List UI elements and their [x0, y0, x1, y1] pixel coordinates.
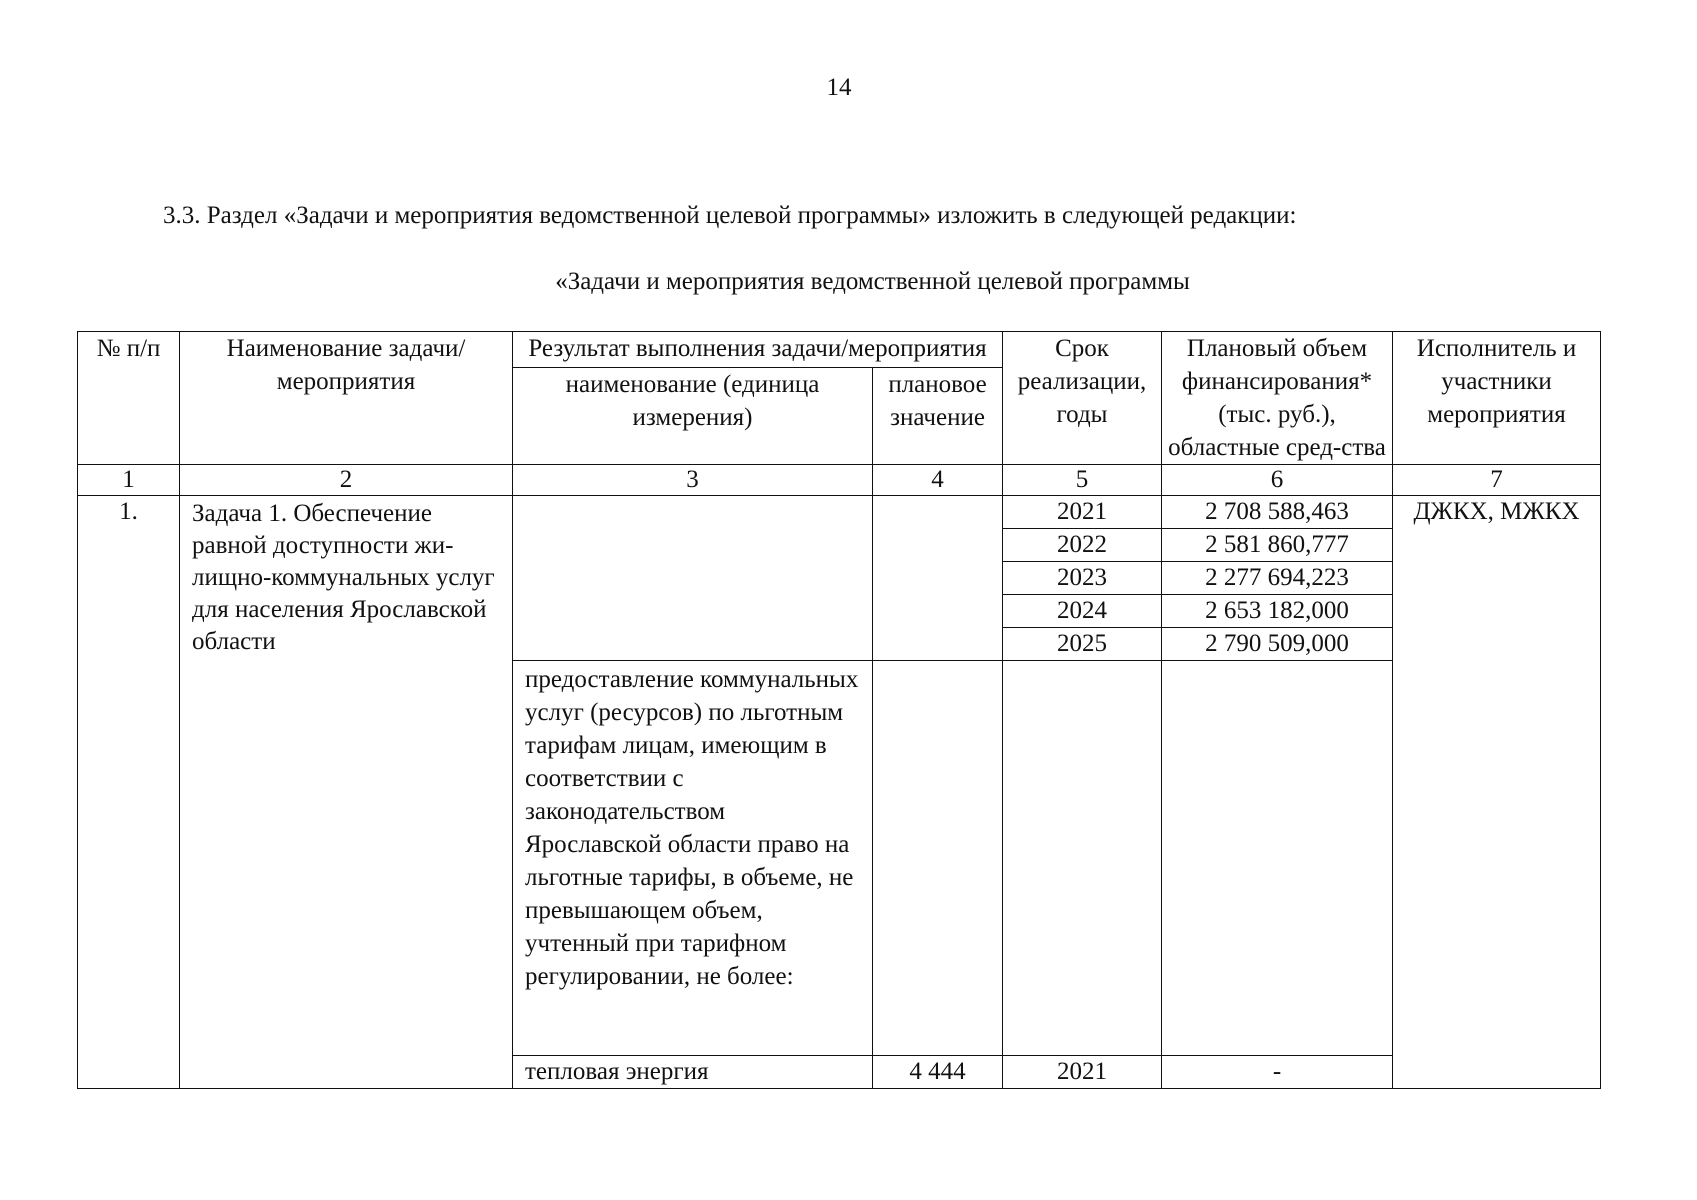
column-number: 5 [1003, 465, 1162, 496]
year-cell: 2022 [1003, 529, 1162, 562]
column-number: 4 [873, 465, 1003, 496]
year-cell: 2021 [1003, 496, 1162, 529]
task-number: 1. [78, 496, 180, 1089]
task-plan-empty [873, 496, 1003, 661]
header-name: Наименование задачи/мероприятия [180, 332, 513, 465]
year-cell: 2023 [1003, 562, 1162, 595]
page-number: 14 [826, 74, 852, 101]
sub-result-year: 2021 [1003, 1056, 1162, 1089]
task-name: Задача 1. Обеспечение равной доступности жи-лищно-коммунальных услуг для населения Ярославской области [180, 496, 513, 1089]
column-number: 1 [78, 465, 180, 496]
header-executor: Исполнитель и участники мероприятия [1393, 332, 1601, 465]
column-number: 2 [180, 465, 513, 496]
column-number: 7 [1393, 465, 1601, 496]
empty-cell [1003, 661, 1162, 1056]
table-title: «Задачи и мероприятия ведомственной целевой программы [555, 268, 1190, 295]
header-result-name: наименование (единица измерения) [513, 368, 873, 465]
header-result-plan: плановое значение [873, 368, 1003, 465]
tasks-table [77, 331, 1601, 1089]
header-result: Результат выполнения задачи/мероприятия [513, 332, 1003, 368]
amount-cell: 2 708 588,463 [1162, 496, 1393, 529]
column-number: 6 [1162, 465, 1393, 496]
sub-result-value: 4 444 [873, 1056, 1003, 1089]
year-cell: 2024 [1003, 595, 1162, 628]
task-executor: ДЖКХ, МЖКХ [1393, 496, 1601, 1089]
amount-cell: 2 653 182,000 [1162, 595, 1393, 628]
amount-cell: 2 790 509,000 [1162, 628, 1393, 661]
header-num: № п/п [78, 332, 180, 465]
column-number: 3 [513, 465, 873, 496]
intro-paragraph: 3.3. Раздел «Задачи и мероприятия ведомственной целевой программы» изложить в следующей редакции: [163, 202, 1297, 229]
sub-result-amount: - [1162, 1056, 1393, 1089]
task-result-empty [513, 496, 873, 661]
column-numbers-row [78, 465, 1601, 496]
empty-cell [1162, 661, 1393, 1056]
sub-result-name: тепловая энергия [513, 1056, 873, 1089]
header-period: Срок реализации, годы [1003, 332, 1162, 465]
amount-cell: 2 277 694,223 [1162, 562, 1393, 595]
header-finance: Плановый объем финансирования* (тыс. руб.), областные сред-ства [1162, 332, 1393, 465]
amount-cell: 2 581 860,777 [1162, 529, 1393, 562]
result-description: предоставление коммунальных услуг (ресурсов) по льготным тарифам лицам, имеющим в соответствии с законодательством Ярославской области право на льготные тарифы, в объеме, не превышающем объем, учтенный при тарифном регулировании, не более: [513, 661, 873, 1056]
year-cell: 2025 [1003, 628, 1162, 661]
empty-cell [873, 661, 1003, 1056]
header-row [78, 332, 1601, 368]
table-row [78, 496, 1601, 529]
